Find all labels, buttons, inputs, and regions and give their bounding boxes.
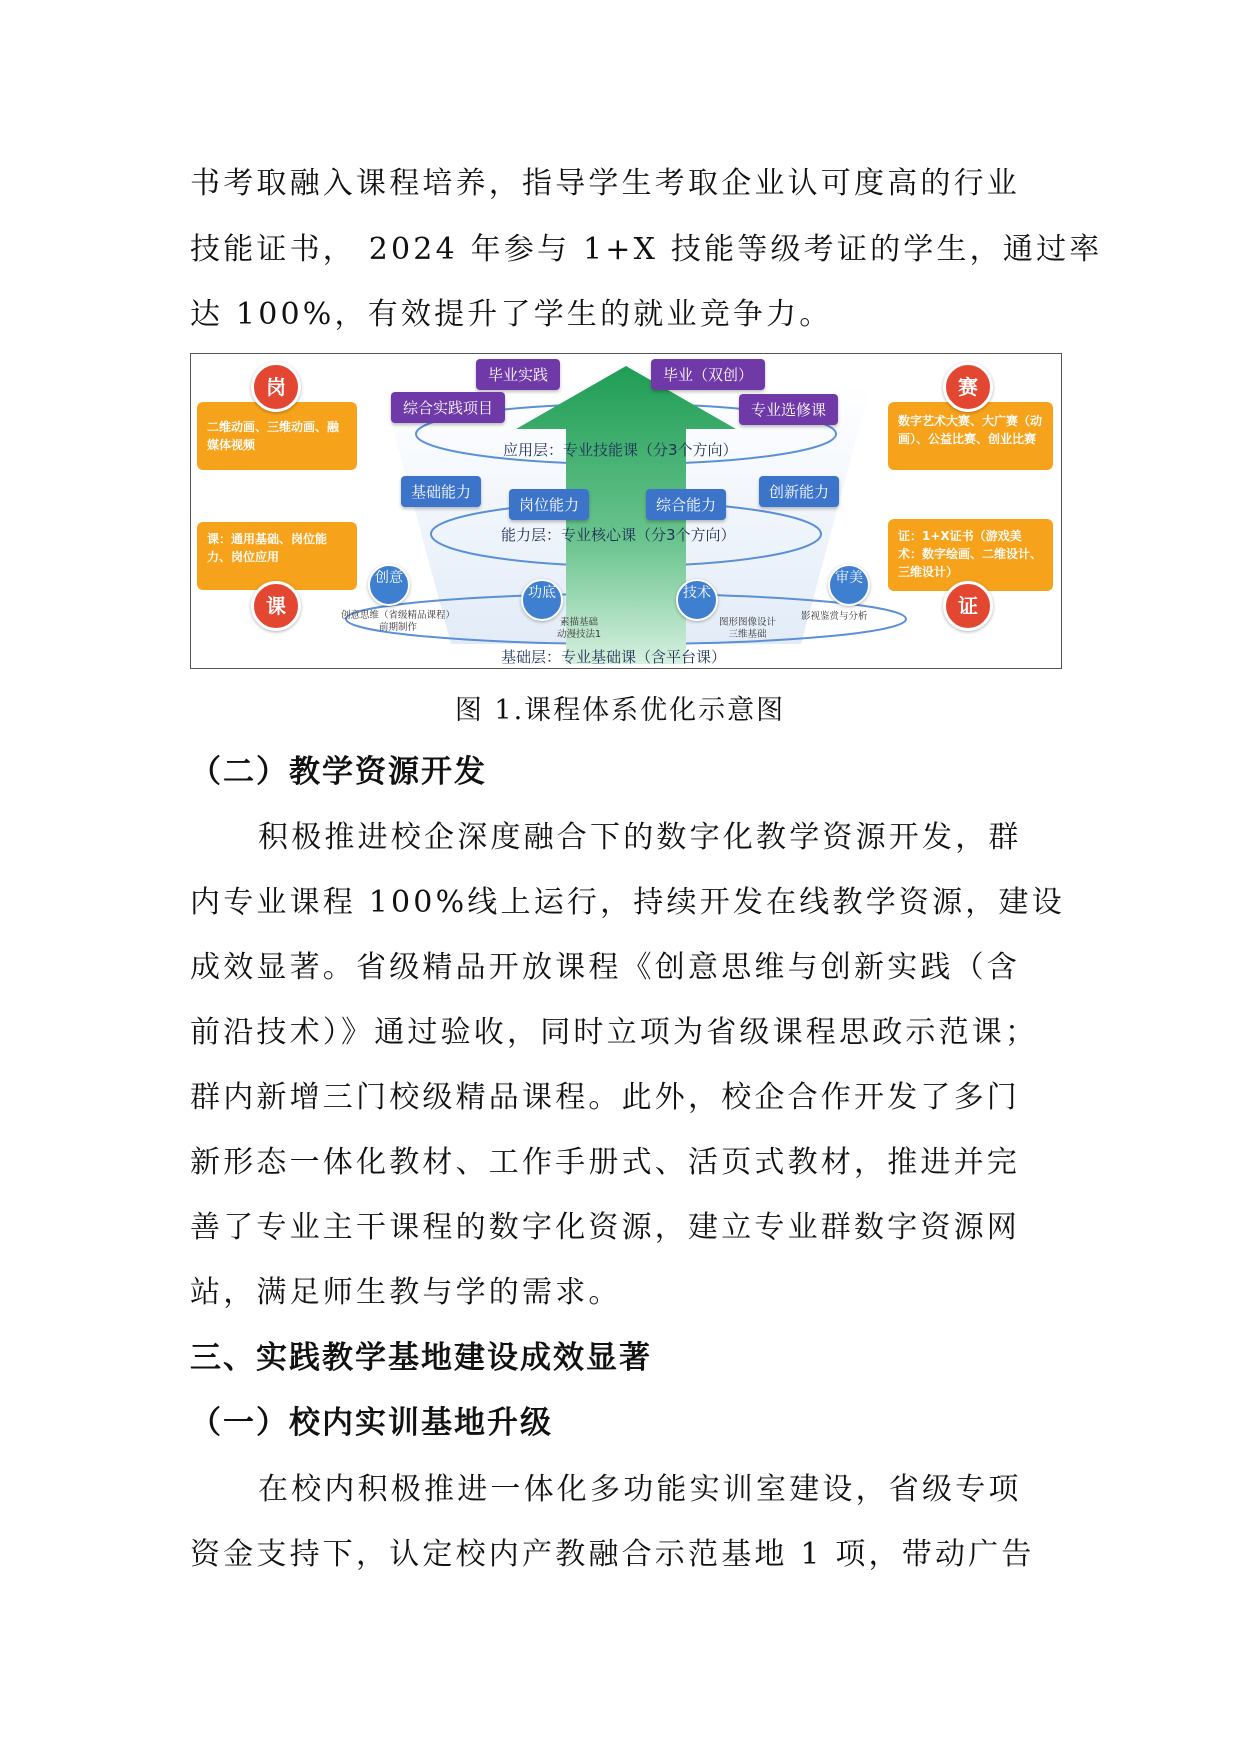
paragraph-line: 在校内积极推进一体化多功能实训室建设，省级专项 [258,1472,1022,1507]
paragraph-line: 书考取融入课程培养，指导学生考取企业认可度高的行业 [190,166,1020,201]
application-layer-label: 应用层：专业技能课（分3个方向） [503,441,738,459]
ability-innovation: 创新能力 [759,476,839,507]
section-heading: （二）教学资源开发 [190,754,487,790]
note-technology: 图形图像设计 三维基础 [719,617,777,640]
tag-post: 岗 [251,362,301,412]
note-creativity: 创意思维（省级精品课程） 前期制作 [341,610,456,633]
paragraph-line: 积极推进校企深度融合下的数字化教学资源开发，群 [258,820,1022,855]
pill-graduation-practice: 毕业实践 [476,359,560,390]
paragraph-line: 成效显著。省级精品开放课程《创意思维与创新实践（含 [190,950,1020,985]
pill-comprehensive-project: 综合实践项目 [391,392,505,423]
tag-certificate: 证 [943,581,993,631]
paragraph-line: 站，满足师生教与学的需求。 [190,1275,622,1310]
ability-layer-label: 能力层：专业核心课（分3个方向） [501,526,736,544]
section-heading: 三、实践教学基地建设成效显著 [190,1340,652,1376]
note-aesthetics: 影视鉴赏与分析 [801,611,868,622]
paragraph-line: 前沿技术）》通过验收，同时立项为省级课程思政示范课； [190,1015,1039,1050]
circle-aesthetics: 审美 [828,564,870,606]
figure-caption: 图 1.课程体系优化示意图 [454,695,786,726]
paragraph-line: 新形态一体化教材、工作手册式、活页式教材，推进并完 [190,1145,1020,1180]
tag-course: 课 [251,581,301,631]
ability-basic: 基础能力 [401,476,481,507]
pill-elective-course: 专业选修课 [739,394,838,425]
ability-comprehensive: 综合能力 [646,489,726,520]
circle-technology: 技术 [676,579,718,621]
circle-creativity: 创意 [368,564,410,606]
paragraph-line: 达 100%，有效提升了学生的就业竞争力。 [190,297,833,332]
box-competition: 数字艺术大赛、大广赛（动画）、公益比赛、创业比赛 [888,402,1053,470]
box-post: 二维动画、三维动画、融媒体视频 [197,402,357,470]
box-certificate: 证：1+X证书（游戏美术：数字绘画、二维设计、三维设计） [888,519,1053,591]
tag-competition: 赛 [943,362,993,412]
paragraph-line: 资金支持下，认定校内产教融合示范基地 1 项，带动广告 [190,1537,1035,1572]
paragraph-line: 群内新增三门校级精品课程。此外，校企合作开发了多门 [190,1080,1020,1115]
paragraph-line: 善了专业主干课程的数字化资源，建立专业群数字资源网 [190,1210,1020,1245]
paragraph-line: 内专业课程 100%线上运行，持续开发在线教学资源，建设 [190,885,1065,920]
circle-skill-foundation: 功底 [521,579,563,621]
paragraph-line: 技能证书， 2024 年参与 1+X 技能等级考证的学生，通过率 [190,232,1103,267]
pill-graduation-entrepreneurship: 毕业（双创） [651,359,765,390]
ability-post: 岗位能力 [509,489,589,520]
subsection-heading: （一）校内实训基地升级 [190,1405,553,1441]
course-system-figure [190,353,1062,669]
note-foundation: 素描基础 动漫技法1 [557,617,602,640]
foundation-layer-label: 基础层：专业基础课（含平台课） [501,648,727,666]
box-course: 课：通用基础、岗位能力、岗位应用 [197,522,357,590]
